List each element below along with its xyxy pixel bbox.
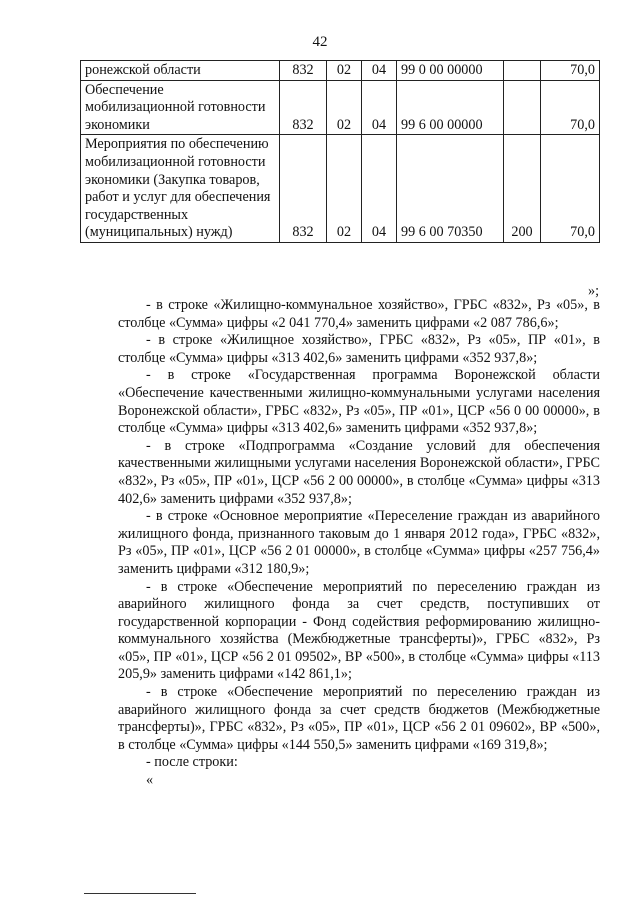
- row-pr: 04: [362, 135, 397, 243]
- opening-quote: «: [146, 772, 154, 789]
- page-number: 42: [312, 34, 328, 50]
- row-name: Обеспечение мобилизационной готовности экономики: [81, 80, 280, 135]
- row-csr: 99 6 00 00000: [397, 80, 504, 135]
- row-name: ронежской области: [81, 61, 280, 81]
- amendment-paragraph: - в строке «Государственная программа Воронежской области «Обеспечение качественными жилищно-коммунальными услугами населения Воронежской области», ГРБС «832», Рз «05», ПР «01», ЦСР «56 0 00 00000», в столбце «Сумма» цифры «313 402,6» заменить цифрами «352 937,8»;: [118, 367, 600, 437]
- row-grbs: 832: [280, 61, 327, 81]
- row-vr: [504, 80, 541, 135]
- row-grbs: 832: [280, 135, 327, 243]
- table-row: [81, 80, 600, 135]
- row-sum: 70,0: [541, 135, 600, 243]
- row-vr: [504, 61, 541, 81]
- row-sum: 70,0: [541, 80, 600, 135]
- amendment-text: [118, 297, 600, 790]
- row-grbs: 832: [280, 80, 327, 135]
- row-sum: 70,0: [541, 61, 600, 81]
- table-row: [81, 61, 600, 81]
- amendment-paragraph: - в строке «Основное мероприятие «Переселение граждан из аварийного жилищного фонда, признанного таковым до 1 января 2012 года», ГРБС «832», Рз «05», ПР «01», ЦСР «56 2 01 00000», в столбце «Сумма» цифры «257 756,4» заменить цифрами «312 180,9»;: [118, 508, 600, 577]
- table-row: [81, 135, 600, 243]
- amendment-paragraph: - в строке «Жилищное хозяйство», ГРБС «832», Рз «05», ПР «01», в столбце «Сумма» цифры «313 402,6» заменить цифрами «352 937,8»;: [118, 332, 600, 366]
- row-pr: 04: [362, 80, 397, 135]
- row-vr: 200: [504, 135, 541, 243]
- row-csr: 99 6 00 70350: [397, 135, 504, 243]
- amendment-paragraph: - в строке «Обеспечение мероприятий по переселению граждан из аварийного жилищного фонда за счет средств, поступивших от государственной корпорации - Фонд содействия реформированию жилищно-коммунального хозяйства (Межбюджетные трансферты)», ГРБС «832», Рз «05», ПР «01», ЦСР «56 2 01 09502», ВР «500», в столбце «Сумма» цифры «113 205,9» заменить цифрами «142 861,1»;: [118, 578, 600, 683]
- amendment-paragraph: - после строки:: [146, 754, 238, 771]
- amendment-paragraph: - в строке «Жилищно-коммунальное хозяйство», ГРБС «832», Рз «05», в столбце «Сумма» цифры «2 041 770,4» заменить цифрами «2 087 786,6»;: [118, 297, 600, 331]
- amendment-paragraph: - в строке «Подпрограмма «Создание условий для обеспечения качественными жилищными услугами населения Воронежской области», ГРБС «832», Рз «05», ПР «01», ЦСР «56 2 00 00000», в столбце «Сумма» цифры «313 402,6» заменить цифрами «352 937,8»;: [118, 437, 600, 507]
- table-closing-quote: »;: [588, 283, 600, 299]
- row-pr: 04: [362, 61, 397, 81]
- row-csr: 99 0 00 00000: [397, 61, 504, 81]
- footer-rule: [84, 893, 196, 894]
- amendment-paragraph: - в строке «Обеспечение мероприятий по переселению граждан из аварийного жилищного фонда за счет средств бюджетов (Межбюджетные трансферты)», ГРБС «832», Рз «05», ПР «01», ЦСР «56 2 01 09602», ВР «500», в столбце «Сумма» цифры «144 550,5» заменить цифрами «169 319,8»;: [118, 684, 600, 753]
- budget-table: [80, 60, 600, 243]
- row-name: Мероприятия по обеспечению мобилизационной готовности экономики (Закупка товаров, работ и услуг для обеспечения государственных (муниципальных) нужд): [81, 135, 280, 243]
- row-rz: 02: [327, 80, 362, 135]
- row-rz: 02: [327, 135, 362, 243]
- row-rz: 02: [327, 61, 362, 81]
